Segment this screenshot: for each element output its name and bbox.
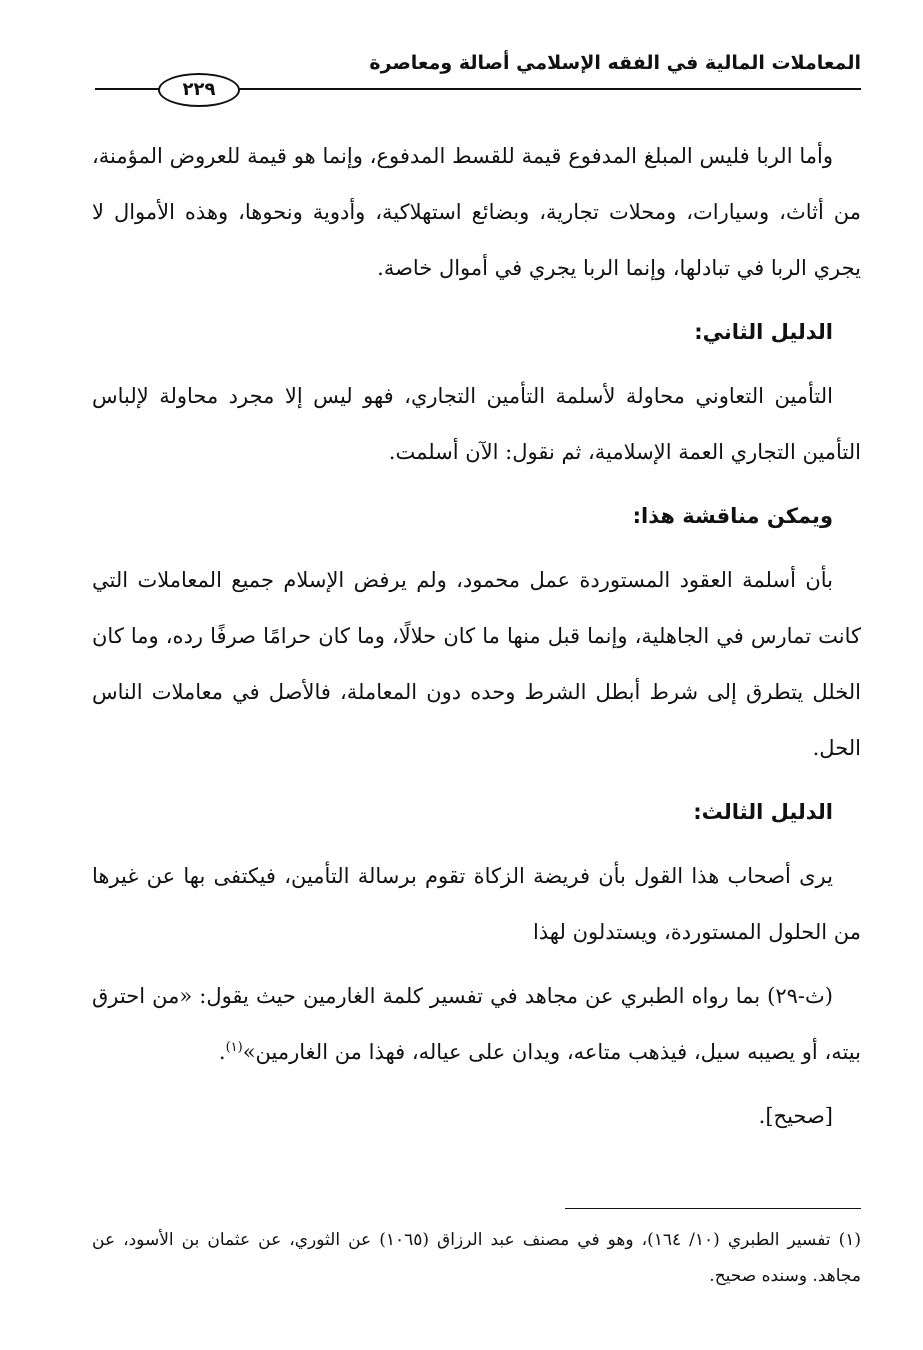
paragraph-third-evidence: يرى أصحاب هذا القول بأن فريضة الزكاة تقوم برسالة التأمين، فيكتفى بها عن غيرها من الحلول المستوردة، ويستدلون لهذا [92, 864, 861, 944]
running-title: المعاملات المالية في الفقه الإسلامي أصالة ومعاصرة [369, 52, 861, 74]
narration-end: . [218, 1040, 226, 1064]
heading-discussion: ويمكن مناقشة هذا: [632, 504, 833, 528]
narration-reference: (ث-٢٩) [767, 984, 833, 1008]
footnote [92, 1222, 861, 1294]
paragraph-discussion: بأن أسلمة العقود المستوردة عمل محمود، ولم يرفض الإسلام جميع المعاملات التي كانت تمارس في الجاهلية، وإنما قبل منها ما كان حلالًا، وما كان حرامًا صرفًا رده، وما كان الخلل يتطرق إلى شرط أبطل الشرط وحده دون المعاملة، فالأصل في معاملات الناس الحل. [92, 568, 861, 760]
heading-third-evidence: الدليل الثالث: [693, 800, 833, 824]
paragraph-riba: وأما الربا فليس المبلغ المدفوع قيمة للقسط المدفوع، وإنما هو قيمة للعروض المؤمنة، من أثاث، وسيارات، ومحلات تجارية، وبضائع استهلاكية، وأدوية ونحوها، وهذه الأموال لا يجري الربا في تبادلها، وإنما الربا يجري في أموال خاصة. [92, 144, 861, 280]
footnote-text: تفسير الطبري (١٠/ ١٦٤)، وهو في مصنف عبد الرزاق (١٠٦٥) عن الثوري، عن عثمان بن الأسود، عن مجاهد. وسنده صحيح. [92, 1230, 861, 1286]
grade-label: [صحيح]. [758, 1104, 833, 1128]
footnote-number: (١) [838, 1230, 861, 1250]
footnote-marker: (١) [225, 1040, 243, 1055]
footnote-rule [565, 1208, 861, 1209]
main-text [92, 128, 861, 1152]
page-number-badge: ٢٢٩ [158, 73, 240, 107]
paragraph-second-evidence: التأمين التعاوني محاولة لأسلمة التأمين التجاري، فهو ليس إلا مجرد محاولة لإلباس التأمين التجاري العمة الإسلامية، ثم نقول: الآن أسلمت. [92, 384, 861, 464]
narration-intro: بما رواه الطبري عن مجاهد في تفسير كلمة الغارمين حيث يقول: [199, 984, 761, 1008]
paragraph-tabari-narration [92, 968, 861, 1080]
heading-second-evidence: الدليل الثاني: [694, 320, 833, 344]
narration-quote: «من احترق بيته، أو يصيبه سيل، فيذهب متاعه، ويدان على عياله، فهذا من الغارمين» [92, 984, 861, 1064]
